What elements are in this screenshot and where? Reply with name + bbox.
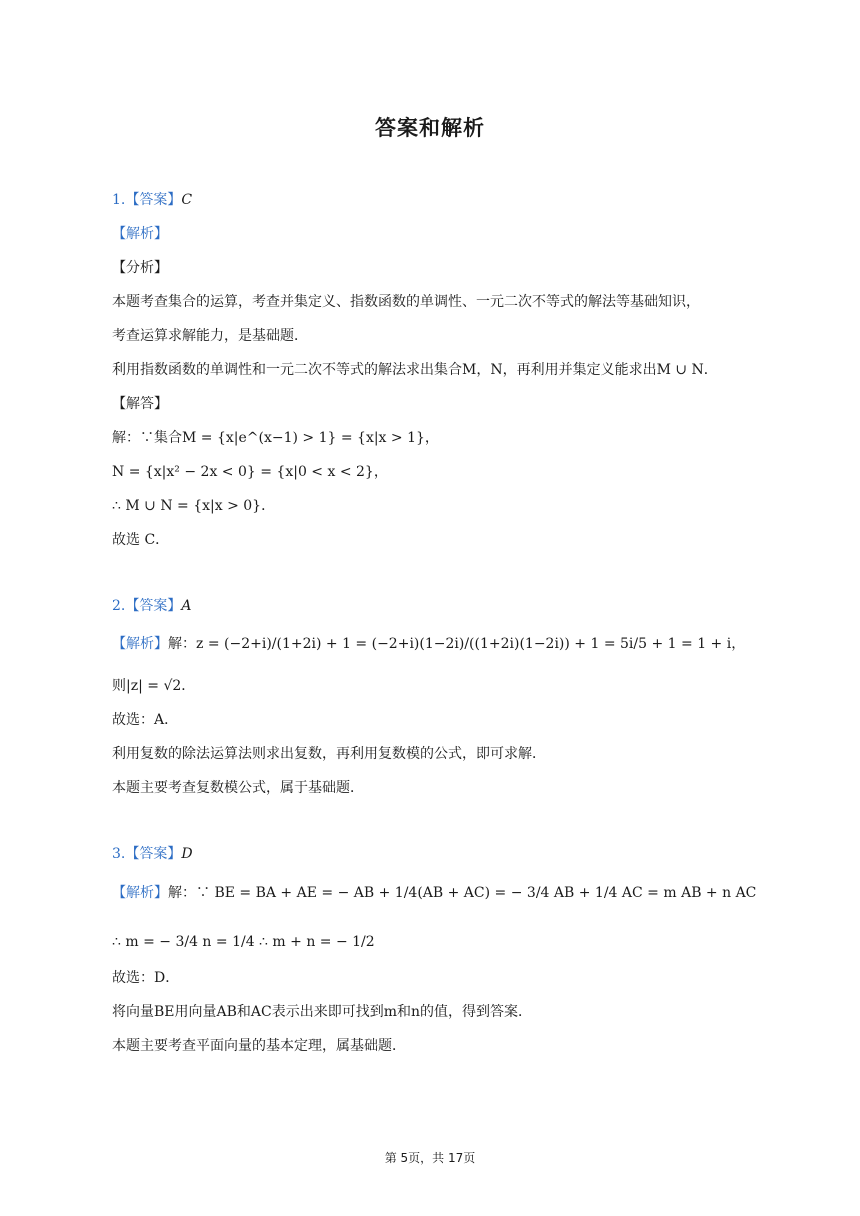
q3-conclusion: 故选：D． [112,970,180,986]
q2-summary: 本题主要考查复数模公式，属于基础题． [112,780,364,796]
q1-step-2: N = {x|x² − 2x < 0} = {x|0 < x < 2}， [112,464,388,480]
q3-step-1: 解：∵ BE = BA + AE = − AB + 1/4(AB + AC) = − 3/4 AB + 1/4 AC = m AB + n AC [168,885,757,901]
page-title: 答案和解析 [375,116,485,140]
q1-step-3: ∴ M ∪ N = {x|x > 0}． [112,498,276,514]
q2-analysis-line [112,634,745,654]
q1-answer: C [181,192,193,208]
q3-number: 3. [112,846,126,862]
q1-jieda-tag: 【解答】 [112,396,168,412]
q1-fenxi-line-1: 本题考查集合的运算，考查并集定义、指数函数的单调性、一元二次不等式的解法等基础知识， [112,294,700,310]
q3-summary: 本题主要考查平面向量的基本定理，属基础题． [112,1038,406,1054]
q1-number: 1. [112,192,126,208]
q1-step-1: 解：∵集合M = {x|e^(x−1) > 1} = {x|x > 1}， [112,430,439,446]
q1-method: 利用指数函数的单调性和一元二次不等式的解法求出集合M，N，再利用并集定义能求出M ∪ N． [112,362,718,378]
q2-analysis-tag: 【解析】 [112,636,168,652]
q3-analysis-tag: 【解析】 [112,885,168,901]
q2-method: 利用复数的除法运算法则求出复数，再利用复数模的公式，即可求解． [112,746,546,762]
page-footer: 第 5页，共 17页 [384,1151,476,1165]
q3-answer-tag: 【答案】 [125,846,182,862]
q3-method: 将向量BE用向量AB和AC表示出来即可找到m和n的值，得到答案． [112,1004,533,1020]
q1-fenxi-line-2: 考查运算求解能力，是基础题． [112,328,308,344]
q3-answer-line [112,844,193,864]
q2-number: 2. [112,598,126,614]
q1-answer-line [112,190,192,210]
q1-answer-tag: 【答案】 [125,192,182,208]
q3-step-2: ∴ m = − 3/4 n = 1/4 ∴ m + n = − 1/2 [112,934,375,950]
q1-analysis-tag: 【解析】 [112,226,168,242]
q2-step-2: 则|z| = √2． [112,678,196,694]
q3-analysis-line [112,883,756,903]
q1-conclusion: 故选 C． [112,532,170,548]
q1-fenxi-tag: 【分析】 [112,260,168,276]
q2-answer-tag: 【答案】 [125,598,182,614]
q2-answer: A [181,598,192,614]
q2-step-1: 解：z = (−2+i)/(1+2i) + 1 = (−2+i)(1−2i)/((1+2i)(1−2i)) + 1 = 5i/5 + 1 = 1 + i， [168,636,746,652]
q2-answer-line [112,596,191,616]
q2-conclusion: 故选：A． [112,712,179,728]
q3-answer: D [181,846,193,862]
